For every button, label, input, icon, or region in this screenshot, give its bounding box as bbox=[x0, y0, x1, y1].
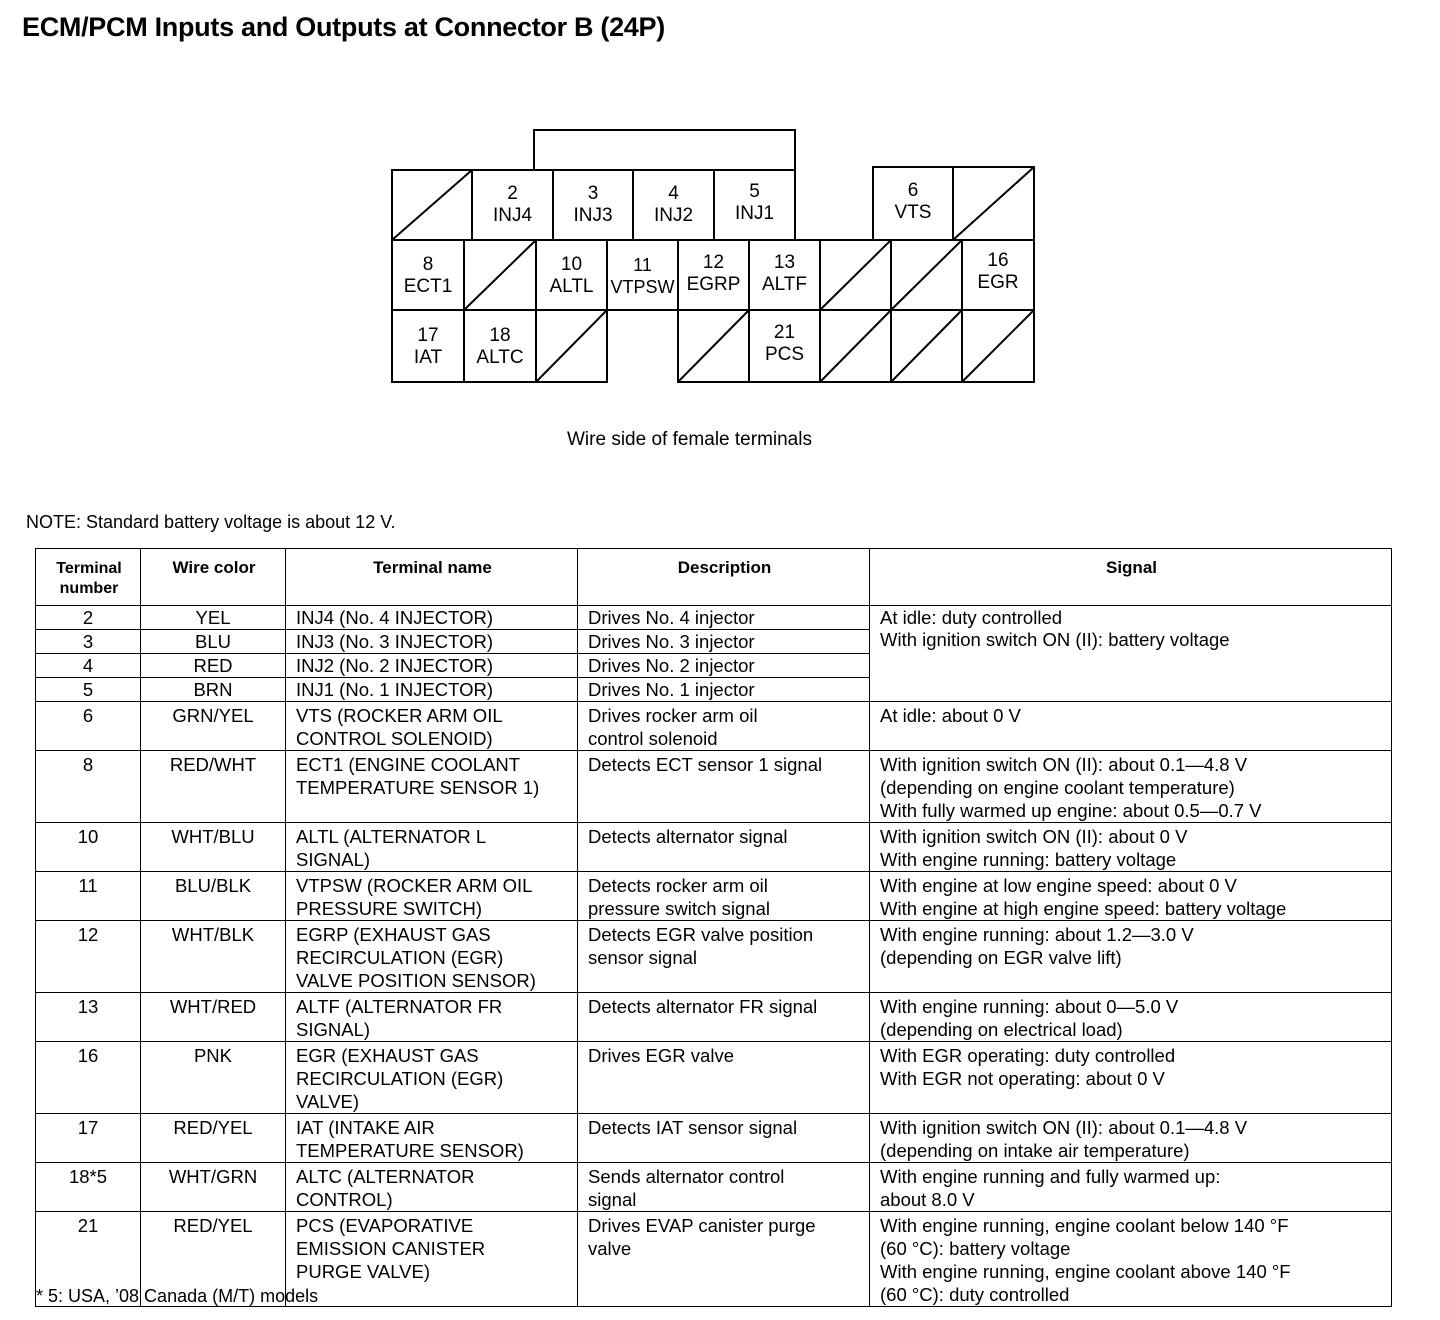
description: Sends alternator control signal bbox=[578, 1163, 870, 1212]
terminal-name: INJ2 (No. 2 INJECTOR) bbox=[286, 654, 578, 678]
connector-cell bbox=[749, 252, 820, 296]
terminal-number: 4 bbox=[36, 654, 141, 678]
cell-number: 5 bbox=[749, 181, 760, 202]
header-description: Description bbox=[578, 549, 870, 606]
terminal-name: ALTL (ALTERNATOR L SIGNAL) bbox=[286, 823, 578, 872]
cell-number: 21 bbox=[773, 322, 796, 343]
connector-cell bbox=[873, 180, 953, 224]
cell-label: ECT1 bbox=[403, 276, 453, 297]
cell-label: EGR bbox=[977, 272, 1019, 293]
terminal-number: 13 bbox=[36, 993, 141, 1042]
wire-color: WHT/BLK bbox=[141, 921, 286, 993]
terminal-name: VTPSW (ROCKER ARM OIL PRESSURE SWITCH) bbox=[286, 872, 578, 921]
signal: With ignition switch ON (II): about 0 V With engine running: battery voltage bbox=[870, 823, 1392, 872]
description: Drives No. 3 injector bbox=[578, 630, 870, 654]
table-row bbox=[36, 1042, 1392, 1114]
cell-number: 18 bbox=[489, 325, 511, 346]
table-row bbox=[36, 921, 1392, 993]
cell-number: 12 bbox=[702, 252, 725, 273]
cell-number: 16 bbox=[987, 250, 1009, 271]
description: Detects IAT sensor signal bbox=[578, 1114, 870, 1163]
wire-color: PNK bbox=[141, 1042, 286, 1114]
cell-label: EGRP bbox=[686, 274, 741, 295]
table-row bbox=[36, 1114, 1392, 1163]
connector-cell bbox=[605, 254, 680, 298]
terminal-number: 10 bbox=[36, 823, 141, 872]
terminal-name: INJ1 (No. 1 INJECTOR) bbox=[286, 678, 578, 702]
table-row bbox=[36, 872, 1392, 921]
table-row bbox=[36, 823, 1392, 872]
description: Detects EGR valve position sensor signal bbox=[578, 921, 870, 993]
wire-color: GRN/YEL bbox=[141, 702, 286, 751]
connector-cell bbox=[633, 183, 714, 227]
wire-color: WHT/RED bbox=[141, 993, 286, 1042]
description: Drives EVAP canister purge valve bbox=[578, 1212, 870, 1307]
cell-number: 6 bbox=[907, 180, 919, 201]
terminal-name: ALTF (ALTERNATOR FR SIGNAL) bbox=[286, 993, 578, 1042]
description: Detects rocker arm oil pressure switch signal bbox=[578, 872, 870, 921]
cell-number: 10 bbox=[560, 254, 583, 275]
cell-label: IAT bbox=[413, 347, 443, 368]
terminal-name: IAT (INTAKE AIR TEMPERATURE SENSOR) bbox=[286, 1114, 578, 1163]
header-wire-color: Wire color bbox=[141, 549, 286, 606]
signal: With ignition switch ON (II): about 0.1—4.8 V (depending on intake air temperature) bbox=[870, 1114, 1392, 1163]
description: Drives No. 1 injector bbox=[578, 678, 870, 702]
cell-number: 4 bbox=[668, 183, 679, 204]
cell-label: ALTL bbox=[549, 276, 594, 297]
description: Drives EGR valve bbox=[578, 1042, 870, 1114]
connector-cell bbox=[678, 252, 749, 296]
connector-cell bbox=[472, 183, 553, 227]
signal: With engine running: about 1.2—3.0 V (depending on EGR valve lift) bbox=[870, 921, 1392, 993]
wire-color: RED/WHT bbox=[141, 751, 286, 823]
terminal-number: 5 bbox=[36, 678, 141, 702]
terminal-number: 8 bbox=[36, 751, 141, 823]
table-row bbox=[36, 993, 1392, 1042]
cell-number: 17 bbox=[417, 325, 439, 346]
terminal-name: EGRP (EXHAUST GAS RECIRCULATION (EGR) VALVE POSITION SENSOR) bbox=[286, 921, 578, 993]
description: Detects alternator FR signal bbox=[578, 993, 870, 1042]
cell-label: INJ4 bbox=[492, 205, 533, 226]
wire-color: BLU/BLK bbox=[141, 872, 286, 921]
cell-label: INJ3 bbox=[573, 205, 613, 226]
description: Drives rocker arm oil control solenoid bbox=[578, 702, 870, 751]
signal: At idle: about 0 V bbox=[870, 702, 1392, 751]
header-terminal-name: Terminal name bbox=[286, 549, 578, 606]
connector-cell bbox=[749, 322, 820, 366]
cell-label: ALTC bbox=[476, 347, 524, 368]
terminal-number: 17 bbox=[36, 1114, 141, 1163]
connector-cell bbox=[714, 181, 795, 225]
description: Drives No. 2 injector bbox=[578, 654, 870, 678]
cell-label: VTPSW bbox=[610, 277, 675, 297]
signal: With EGR operating: duty controlled With EGR not operating: about 0 V bbox=[870, 1042, 1392, 1114]
description: Detects ECT sensor 1 signal bbox=[578, 751, 870, 823]
cell-number: 11 bbox=[633, 255, 652, 275]
terminal-number: 18*5 bbox=[36, 1163, 141, 1212]
connector-cell bbox=[464, 325, 536, 369]
terminal-name: VTS (ROCKER ARM OIL CONTROL SOLENOID) bbox=[286, 702, 578, 751]
signal-table bbox=[35, 548, 1392, 1307]
header-signal: Signal bbox=[870, 549, 1392, 606]
wire-color: YEL bbox=[141, 606, 286, 630]
cell-number: 3 bbox=[587, 183, 599, 204]
wire-color: WHT/BLU bbox=[141, 823, 286, 872]
terminal-number: 11 bbox=[36, 872, 141, 921]
signal: With engine running, engine coolant below 140 °F (60 °C): battery voltage With engine running, engine coolant above 140 °F (60 °C): duty controlled bbox=[870, 1212, 1392, 1307]
table-row bbox=[36, 606, 1392, 630]
table-row bbox=[36, 702, 1392, 751]
cell-label: PCS bbox=[764, 344, 805, 365]
wire-color: RED/YEL bbox=[141, 1212, 286, 1307]
terminal-name: ECT1 (ENGINE COOLANT TEMPERATURE SENSOR 1) bbox=[286, 751, 578, 823]
footnote: * 5: USA, ’08 Canada (M/T) models bbox=[36, 1286, 319, 1306]
terminal-number: 12 bbox=[36, 921, 141, 993]
terminal-number: 16 bbox=[36, 1042, 141, 1114]
terminal-name: EGR (EXHAUST GAS RECIRCULATION (EGR) VALVE) bbox=[286, 1042, 578, 1114]
wire-color: RED bbox=[141, 654, 286, 678]
signal: With ignition switch ON (II): about 0.1—4.8 V (depending on engine coolant temperature) With fully warmed up engine: about 0.5—0.7 V bbox=[870, 751, 1392, 823]
signal: With engine at low engine speed: about 0 V With engine at high engine speed: battery voltage bbox=[870, 872, 1392, 921]
terminal-number: 6 bbox=[36, 702, 141, 751]
cell-label: VTS bbox=[894, 202, 932, 223]
connector-cell bbox=[536, 254, 607, 298]
terminal-name: PCS (EVAPORATIVE EMISSION CANISTER PURGE VALVE) bbox=[286, 1212, 578, 1307]
table-row bbox=[36, 751, 1392, 823]
signal: With engine running and fully warmed up: about 8.0 V bbox=[870, 1163, 1392, 1212]
cell-label: INJ2 bbox=[653, 205, 694, 226]
cell-label: ALTF bbox=[761, 274, 808, 295]
cell-number: 2 bbox=[507, 183, 518, 204]
description: Detects alternator signal bbox=[578, 823, 870, 872]
terminal-number: 3 bbox=[36, 630, 141, 654]
cell-number: 8 bbox=[422, 254, 434, 275]
terminal-number: 2 bbox=[36, 606, 141, 630]
table-header-row bbox=[36, 549, 1392, 606]
connector-cell bbox=[553, 183, 633, 227]
connector-cell bbox=[392, 254, 464, 298]
table-row bbox=[36, 1163, 1392, 1212]
cell-label: INJ1 bbox=[734, 203, 775, 224]
connector-cell bbox=[962, 250, 1034, 294]
terminal-name: INJ3 (No. 3 INJECTOR) bbox=[286, 630, 578, 654]
wire-color: WHT/GRN bbox=[141, 1163, 286, 1212]
wire-color: RED/YEL bbox=[141, 1114, 286, 1163]
terminal-number: 21 bbox=[36, 1212, 141, 1307]
terminal-name: ALTC (ALTERNATOR CONTROL) bbox=[286, 1163, 578, 1212]
signal: With engine running: about 0—5.0 V (depending on electrical load) bbox=[870, 993, 1392, 1042]
terminal-name: INJ4 (No. 4 INJECTOR) bbox=[286, 606, 578, 630]
page-title: ECM/PCM Inputs and Outputs at Connector B (24P) bbox=[22, 12, 665, 42]
signal: At idle: duty controlled With ignition switch ON (II): battery voltage bbox=[870, 606, 1392, 702]
connector-cell bbox=[392, 325, 464, 369]
battery-note: NOTE: Standard battery voltage is about 12 V. bbox=[26, 512, 396, 532]
description: Drives No. 4 injector bbox=[578, 606, 870, 630]
diagram-caption: Wire side of female terminals bbox=[567, 429, 812, 450]
wire-color: BRN bbox=[141, 678, 286, 702]
cell-number: 13 bbox=[773, 252, 796, 273]
wire-color: BLU bbox=[141, 630, 286, 654]
header-terminal: Terminal number bbox=[36, 549, 141, 606]
